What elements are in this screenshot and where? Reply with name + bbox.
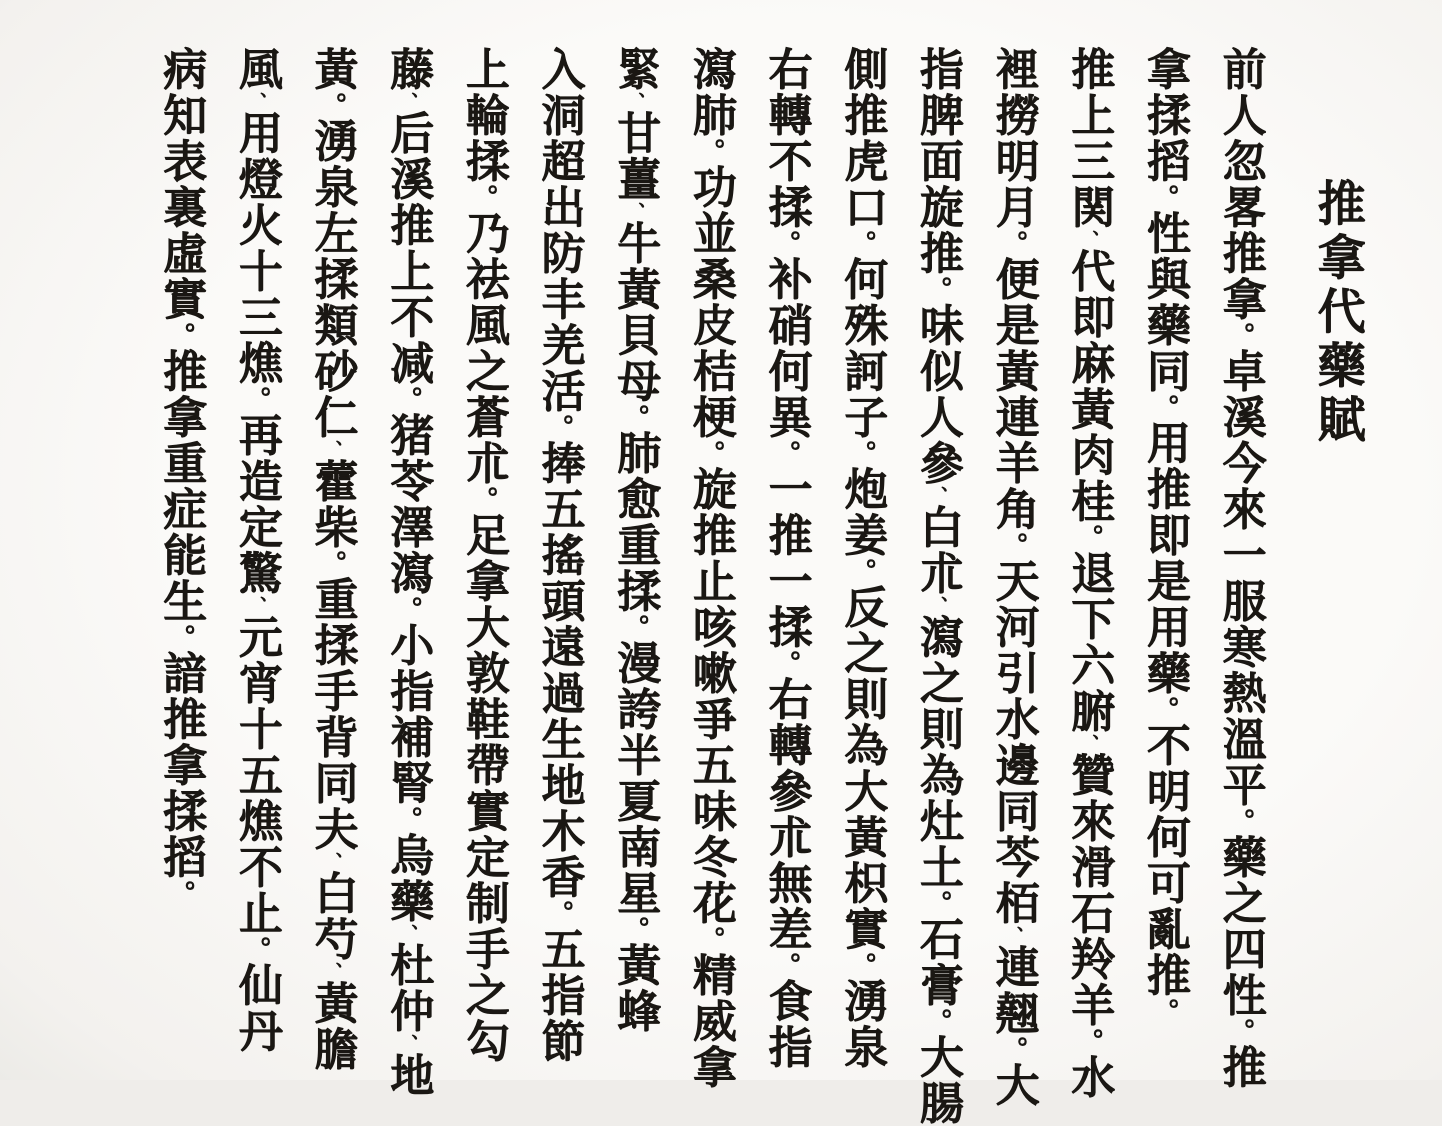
text-column-13: 黃。湧泉左揉類砂仁、藿柴。重揉手背同夫、白芍、黃膽 [306, 46, 358, 1072]
text-column-7: 右轉不揉。补硝何異。一推一揉。右轉參朮無差。食指 [760, 46, 812, 1070]
text-column-6: 側推虎口。何殊訶子。炮姜。反之則為大黃枳實。湧泉 [836, 46, 888, 1070]
text-column-2: 拿揉搯。性與藥同。用推即是用藥。不明何可亂推。 [1138, 46, 1190, 1024]
text-column-10: 入洞超出防丰羌活。捧五搖頭遠過生地木香。五指節 [533, 46, 585, 1064]
text-column-8: 瀉肺。功並桑皮桔梗。旋推止咳嗽爭五味冬花。精威拿 [684, 46, 736, 1090]
text-column-12: 藤、后溪推上不减。猪苓澤瀉。小指補腎。烏藥、杜仲、地 [382, 46, 434, 1098]
text-column-5: 指脾面旋推。味似人參、白朮、瀉之則為灶土。石膏。大腸 [911, 46, 963, 1126]
text-column-11: 上輪揉。乃祛風之蒼朮。足拿大敦鞋帶實定制手之勾 [457, 46, 509, 1064]
text-column-15: 病知表裏虛實。推拿重症能生。諳推拿揉搯。 [155, 46, 207, 906]
text-column-4: 裡撈明月。便是黃連羊角。天河引水邊同芩栢、連翹。大 [987, 46, 1039, 1108]
document-title: 推拿代藥賦 [1309, 178, 1365, 448]
vertical-text-block [126, 0, 1442, 1126]
text-column-3: 推上三関、代即麻黃肉桂。退下六腑、贊來滑石羚羊。水 [1063, 46, 1115, 1100]
text-column-9: 緊、甘薑、牛黃貝母。肺愈重揉。漫誇半夏南星。黃蜂 [609, 46, 661, 1034]
text-column-1: 前人忽畧推拿。卓溪今來一服寒熱溫平。藥之四性。推 [1214, 46, 1266, 1090]
text-column-14: 風、用燈火十三燋。再造定驚、元宵十五燋不止。仙丹 [230, 46, 282, 1054]
